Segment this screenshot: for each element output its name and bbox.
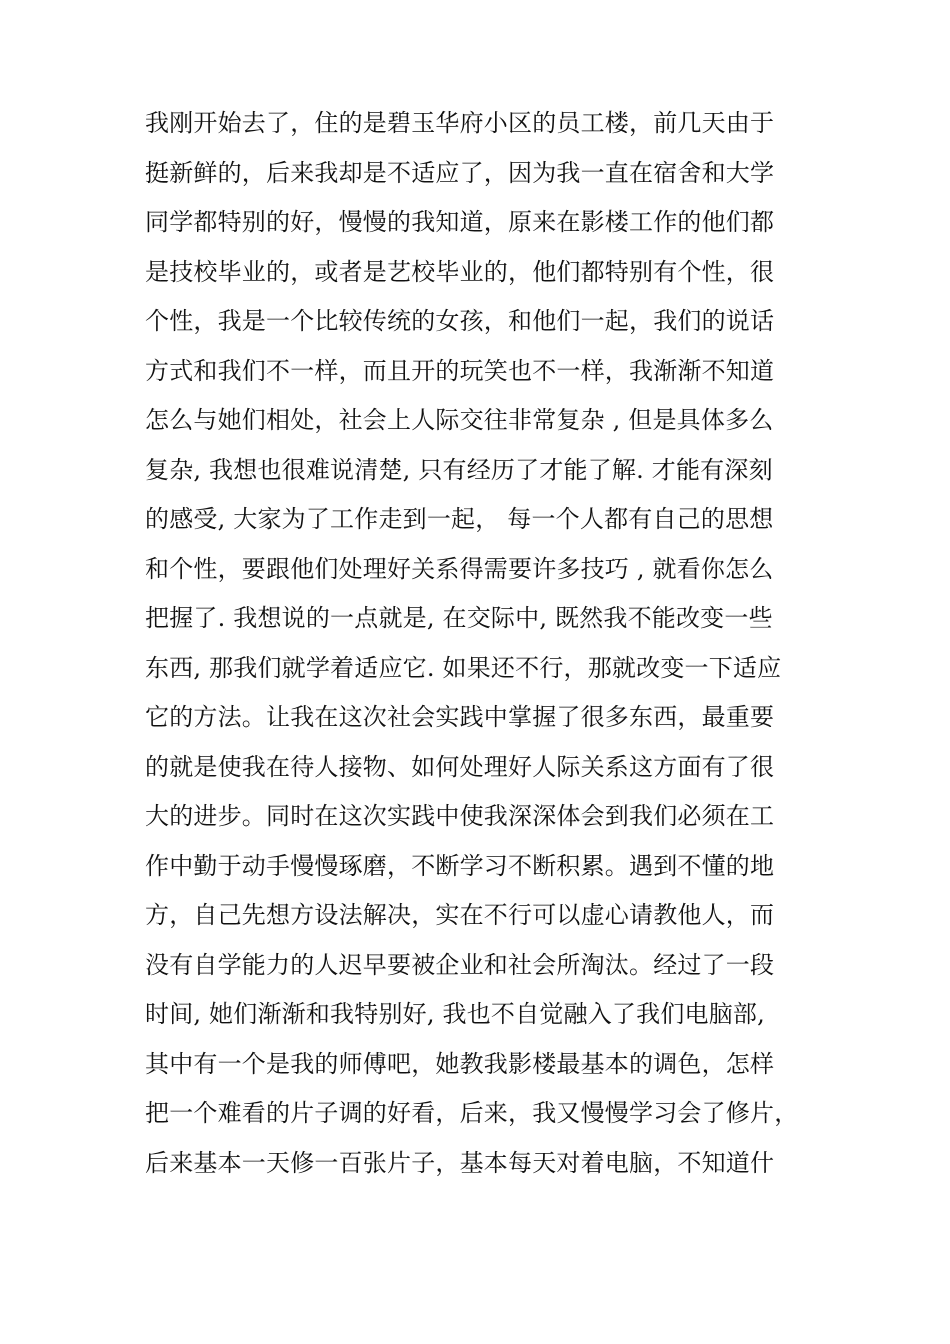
text-line: 其中有一个是我的师傅吧，她教我影楼最基本的调色，怎样 [145,1049,775,1078]
text-line: 的就是使我在待人接物、如何处理好人际关系这方面有了很 [145,752,775,781]
text-line: 作中勤于动手慢慢琢磨，不断学习不断积累。遇到不懂的地 [145,851,775,880]
text-line: 大的进步。同时在这次实践中使我深深体会到我们必须在工 [145,802,775,830]
text-line: 东西, 那我们就学着适应它. 如果还不行，那就改变一下适应 [145,653,782,682]
text-line: 它的方法。让我在这次社会实践中掌握了很多东西，最重要 [145,703,775,731]
text-line: 同学都特别的好，慢慢的我知道，原来在影楼工作的他们都 [145,208,775,236]
text-line: 方式和我们不一样，而且开的玩笑也不一样，我渐渐不知道 [145,356,775,385]
text-line: 我刚开始去了，住的是碧玉华府小区的员工楼，前几天由于 [145,109,775,137]
text-line: 后来基本一天修一百张片子，基本每天对着电脑，不知道什 [145,1148,775,1177]
text-line: 挺新鲜的，后来我却是不适应了，因为我一直在宿舍和大学 [145,158,775,187]
text-line: 的感受, 大家为了工作走到一起， 每一个人都有自己的思想 [145,505,774,533]
body-paragraph [145,99,815,1188]
text-line: 把一个难看的片子调的好看，后来，我又慢慢学习会了修片， [145,1099,799,1127]
text-line: 和个性，要跟他们处理好关系得需要许多技巧 , 就看你怎么 [145,554,774,583]
text-line: 时间, 她们渐渐和我特别好, 我也不自觉融入了我们电脑部, [145,1000,765,1028]
text-line: 个性，我是一个比较传统的女孩，和他们一起，我们的说话 [145,307,775,335]
text-line: 没有自学能力的人迟早要被企业和社会所淘汰。经过了一段 [145,950,775,979]
text-line: 怎么与她们相处，社会上人际交往非常复杂 , 但是具体多么 [145,406,774,434]
text-line: 是技校毕业的，或者是艺校毕业的，他们都特别有个性，很 [145,257,775,286]
text-line: 把握了. 我想说的一点就是, 在交际中, 既然我不能改变一些 [145,604,773,632]
text-line: 复杂, 我想也很难说清楚, 只有经历了才能了解. 才能有深刻 [145,455,773,484]
text-line: 方，自己先想方设法解决，实在不行可以虚心请教他人，而 [145,901,775,929]
